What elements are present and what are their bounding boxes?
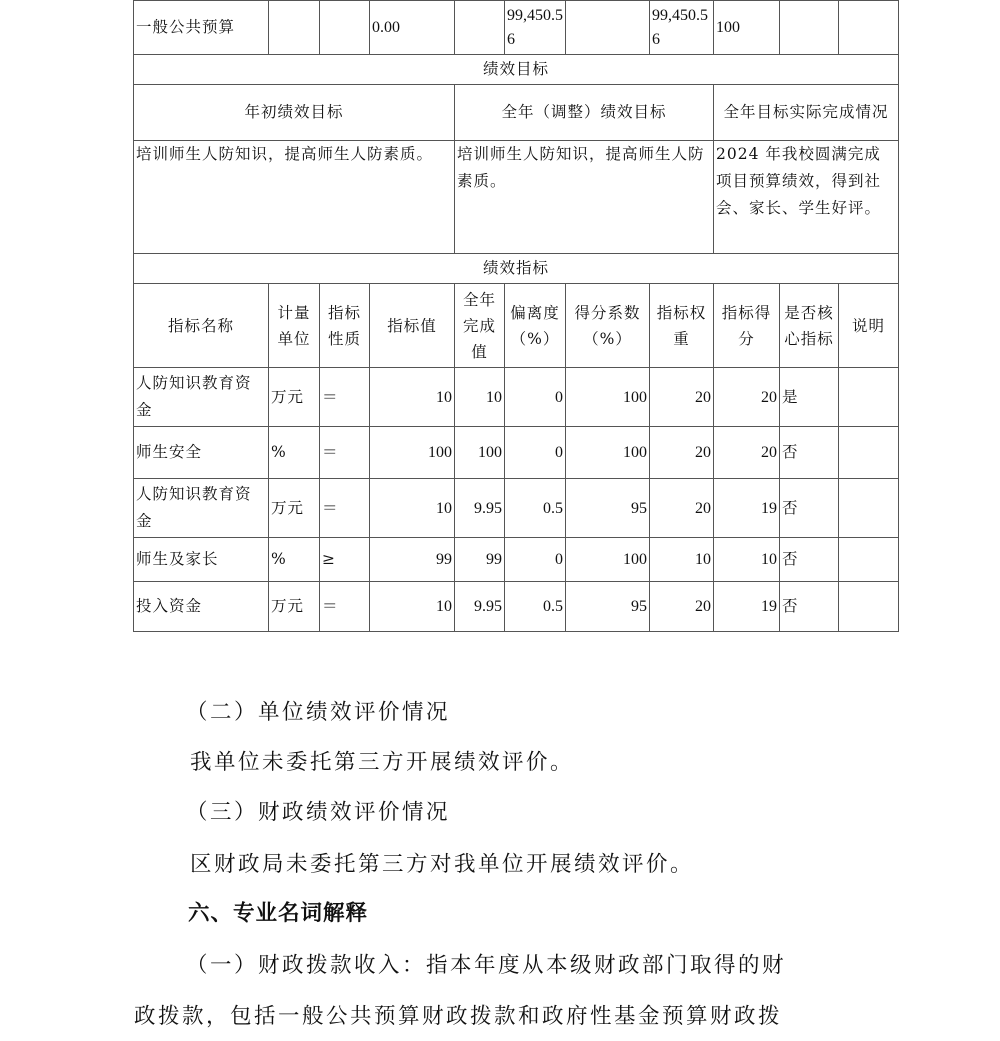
indicator-actual: 100	[455, 427, 505, 479]
indicator-actual: 9.95	[455, 479, 505, 538]
col-header: 偏离度（%）	[505, 284, 566, 368]
goal-actual: 2024 年我校圆满完成项目预算绩效，得到社会、家长、学生好评。	[714, 141, 899, 254]
col-header: 是否核心指标	[780, 284, 839, 368]
paragraph-fiscal-evaluation: 区财政局未委托第三方对我单位开展绩效评价。	[190, 852, 695, 877]
heading-fiscal-evaluation: （三）财政绩效评价情况	[186, 800, 451, 825]
indicator-name: 人防知识教育资金	[134, 479, 269, 538]
indicator-weight: 20	[650, 479, 714, 538]
indicator-unit: %	[269, 427, 320, 479]
indicator-note	[839, 582, 899, 632]
goals-section-title: 绩效目标	[134, 55, 899, 85]
indicator-unit: 万元	[269, 582, 320, 632]
indicator-target: 10	[370, 368, 455, 427]
col-header: 指标值	[370, 284, 455, 368]
paragraph-term-line1: （一）财政拨款收入：指本年度从本级财政部门取得的财	[186, 953, 787, 978]
goal-adjusted: 培训师生人防知识，提高师生人防素质。	[455, 141, 714, 254]
indicator-name: 师生及家长	[134, 538, 269, 582]
budget-cell	[780, 1, 839, 55]
indicator-row	[134, 479, 899, 538]
col-header: 指标性质	[320, 284, 370, 368]
goal-header-initial: 年初绩效目标	[134, 85, 455, 141]
indicator-target: 100	[370, 427, 455, 479]
indicator-note	[839, 368, 899, 427]
budget-cell: 99,450.56	[505, 1, 566, 55]
budget-row	[134, 1, 899, 55]
indicator-weight: 20	[650, 427, 714, 479]
indicator-nature: ≥	[320, 538, 370, 582]
budget-cell	[566, 1, 650, 55]
indicator-unit: 万元	[269, 479, 320, 538]
budget-cell: 99,450.56	[650, 1, 714, 55]
indicator-deviation: 0	[505, 538, 566, 582]
heading-terminology: 六、专业名词解释	[188, 901, 369, 926]
indicator-deviation: 0	[505, 368, 566, 427]
indicator-score: 19	[714, 582, 780, 632]
indicator-name: 投入资金	[134, 582, 269, 632]
indicator-note	[839, 479, 899, 538]
indicator-unit: 万元	[269, 368, 320, 427]
indicator-coef: 95	[566, 479, 650, 538]
indicator-core: 否	[780, 427, 839, 479]
col-header: 得分系数（%）	[566, 284, 650, 368]
indicator-weight: 10	[650, 538, 714, 582]
paragraph-term-line2: 政拨款，包括一般公共预算财政拨款和政府性基金预算财政拨	[134, 1004, 783, 1029]
indicator-name: 人防知识教育资金	[134, 368, 269, 427]
indicator-deviation: 0	[505, 427, 566, 479]
indicator-actual: 99	[455, 538, 505, 582]
indicator-weight: 20	[650, 368, 714, 427]
indicator-note	[839, 538, 899, 582]
indicator-score: 20	[714, 427, 780, 479]
indicator-core: 否	[780, 479, 839, 538]
goal-header-adjusted: 全年（调整）绩效目标	[455, 85, 714, 141]
indicator-deviation: 0.5	[505, 582, 566, 632]
indicator-nature: ＝	[320, 368, 370, 427]
indicator-score: 20	[714, 368, 780, 427]
goal-initial: 培训师生人防知识，提高师生人防素质。	[134, 141, 455, 254]
col-header: 指标名称	[134, 284, 269, 368]
budget-cell	[320, 1, 370, 55]
indicator-row	[134, 538, 899, 582]
indicator-score: 10	[714, 538, 780, 582]
budget-cell: 100	[714, 1, 780, 55]
indicator-deviation: 0.5	[505, 479, 566, 538]
budget-cell: 0.00	[370, 1, 455, 55]
indicator-weight: 20	[650, 582, 714, 632]
budget-cell	[455, 1, 505, 55]
indicator-nature: ＝	[320, 427, 370, 479]
indicator-target: 10	[370, 479, 455, 538]
indicator-coef: 95	[566, 582, 650, 632]
indicator-core: 是	[780, 368, 839, 427]
indicator-unit: %	[269, 538, 320, 582]
indicators-section-title: 绩效指标	[134, 254, 899, 284]
col-header: 指标权重	[650, 284, 714, 368]
goal-header-actual: 全年目标实际完成情况	[714, 85, 899, 141]
col-header: 指标得分	[714, 284, 780, 368]
indicator-score: 19	[714, 479, 780, 538]
indicator-row	[134, 368, 899, 427]
heading-unit-evaluation: （二）单位绩效评价情况	[186, 700, 451, 725]
budget-cell	[269, 1, 320, 55]
col-header: 说明	[839, 284, 899, 368]
indicator-target: 10	[370, 582, 455, 632]
indicator-note	[839, 427, 899, 479]
budget-cell	[839, 1, 899, 55]
budget-label: 一般公共预算	[134, 1, 269, 55]
indicator-row	[134, 427, 899, 479]
indicator-nature: ＝	[320, 479, 370, 538]
indicator-actual: 9.95	[455, 582, 505, 632]
indicator-coef: 100	[566, 368, 650, 427]
indicator-coef: 100	[566, 538, 650, 582]
indicator-nature: ＝	[320, 582, 370, 632]
col-header: 全年完成值	[455, 284, 505, 368]
indicator-core: 否	[780, 582, 839, 632]
indicator-target: 99	[370, 538, 455, 582]
indicator-name: 师生安全	[134, 427, 269, 479]
indicator-row	[134, 582, 899, 632]
indicators-header-row	[134, 284, 899, 368]
indicator-coef: 100	[566, 427, 650, 479]
paragraph-unit-evaluation: 我单位未委托第三方开展绩效评价。	[190, 750, 575, 775]
col-header: 计量单位	[269, 284, 320, 368]
performance-table	[133, 0, 899, 632]
indicator-core: 否	[780, 538, 839, 582]
indicator-actual: 10	[455, 368, 505, 427]
